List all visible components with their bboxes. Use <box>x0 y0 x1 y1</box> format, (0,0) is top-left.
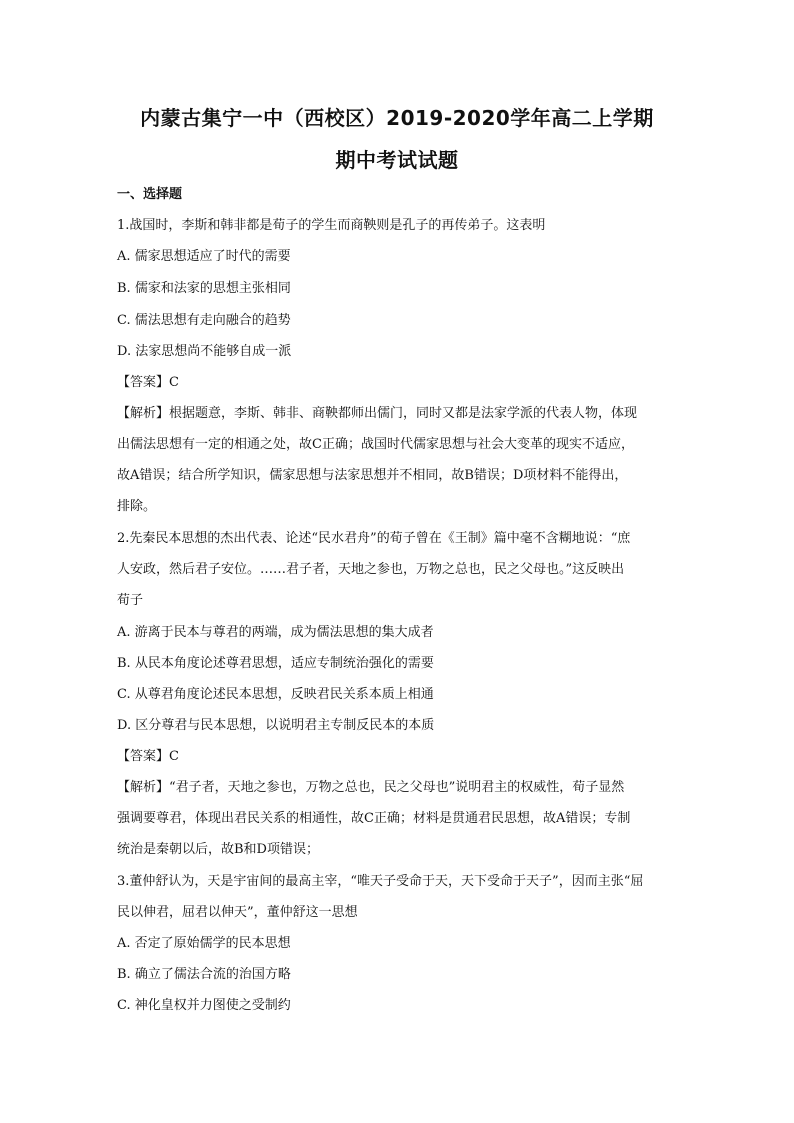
document-title: 内蒙古集宁一中（西校区）2019-2020学年高二上学期 <box>140 106 654 130</box>
question-1-option-a: A. 儒家思想适应了时代的需要 <box>117 249 291 264</box>
question-1-analysis-line: 故A错误；结合所学知识，儒家思想与法家思想并不相同，故B错误；D项材料不能得出， <box>117 468 628 483</box>
question-3-stem-line: 3.董仲舒认为，天是宇宙间的最高主宰，“唯天子受命于天，天下受命于天子”，因而主张“屈 <box>117 874 644 889</box>
question-1-answer: 【答案】C <box>117 375 179 390</box>
question-2-stem-line: 荀子 <box>117 593 144 608</box>
question-2-stem-line: 2.先秦民本思想的杰出代表、论述“民水君舟”的荀子曾在《王制》篇中毫不含糊地说：“庶 <box>117 531 631 546</box>
document-subtitle: 期中考试试题 <box>335 148 459 172</box>
question-2-analysis-line: 【解析】“君子者，天地之参也，万物之总也，民之父母也”说明君主的权威性，荀子显然 <box>117 780 625 795</box>
question-2-stem-line: 人安政，然后君子安位。……君子者，天地之参也，万物之总也，民之父母也。”这反映出 <box>117 562 625 577</box>
question-1-analysis-line: 出儒法思想有一定的相通之处，故C正确；战国时代儒家思想与社会大变革的现实不适应， <box>117 437 634 452</box>
question-1-option-b: B. 儒家和法家的思想主张相同 <box>117 281 291 296</box>
question-1-option-d: D. 法家思想尚不能够自成一派 <box>117 344 292 359</box>
question-3-option-a: A. 否定了原始儒学的民本思想 <box>117 936 291 951</box>
question-2-option-b: B. 从民本角度论述尊君思想，适应专制统治强化的需要 <box>117 656 434 671</box>
question-1-analysis-line: 【解析】根据题意，李斯、韩非、商鞅都师出儒门，同时又都是法家学派的代表人物，体现 <box>117 406 638 421</box>
question-2-option-c: C. 从尊君角度论述民本思想，反映君民关系本质上相通 <box>117 687 434 702</box>
question-1-analysis-line: 排除。 <box>117 499 157 514</box>
question-2-analysis-line: 强调要尊君，体现出君民关系的相通性，故C正确；材料是贯通君民思想，故A错误；专制 <box>117 811 631 826</box>
question-2-analysis-line: 统治是秦朝以后，故B和D项错误； <box>117 842 319 857</box>
section-heading: 一、选择题 <box>117 187 183 202</box>
question-2-option-d: D. 区分尊君与民本思想，以说明君主专制反民本的本质 <box>117 718 435 733</box>
question-2-option-a: A. 游离于民本与尊君的两端，成为儒法思想的集大成者 <box>117 625 434 640</box>
question-3-option-b: B. 确立了儒法合流的治国方略 <box>117 967 291 982</box>
question-1-stem: 1.战国时，李斯和韩非都是荀子的学生而商鞅则是孔子的再传弟子。这表明 <box>117 218 546 233</box>
question-3-stem-line: 民以伸君，屈君以伸天”，董仲舒这一思想 <box>117 905 358 920</box>
question-1-option-c: C. 儒法思想有走向融合的趋势 <box>117 313 291 328</box>
question-2-answer: 【答案】C <box>117 749 179 764</box>
question-3-option-c: C. 神化皇权并力图使之受制约 <box>117 998 291 1013</box>
